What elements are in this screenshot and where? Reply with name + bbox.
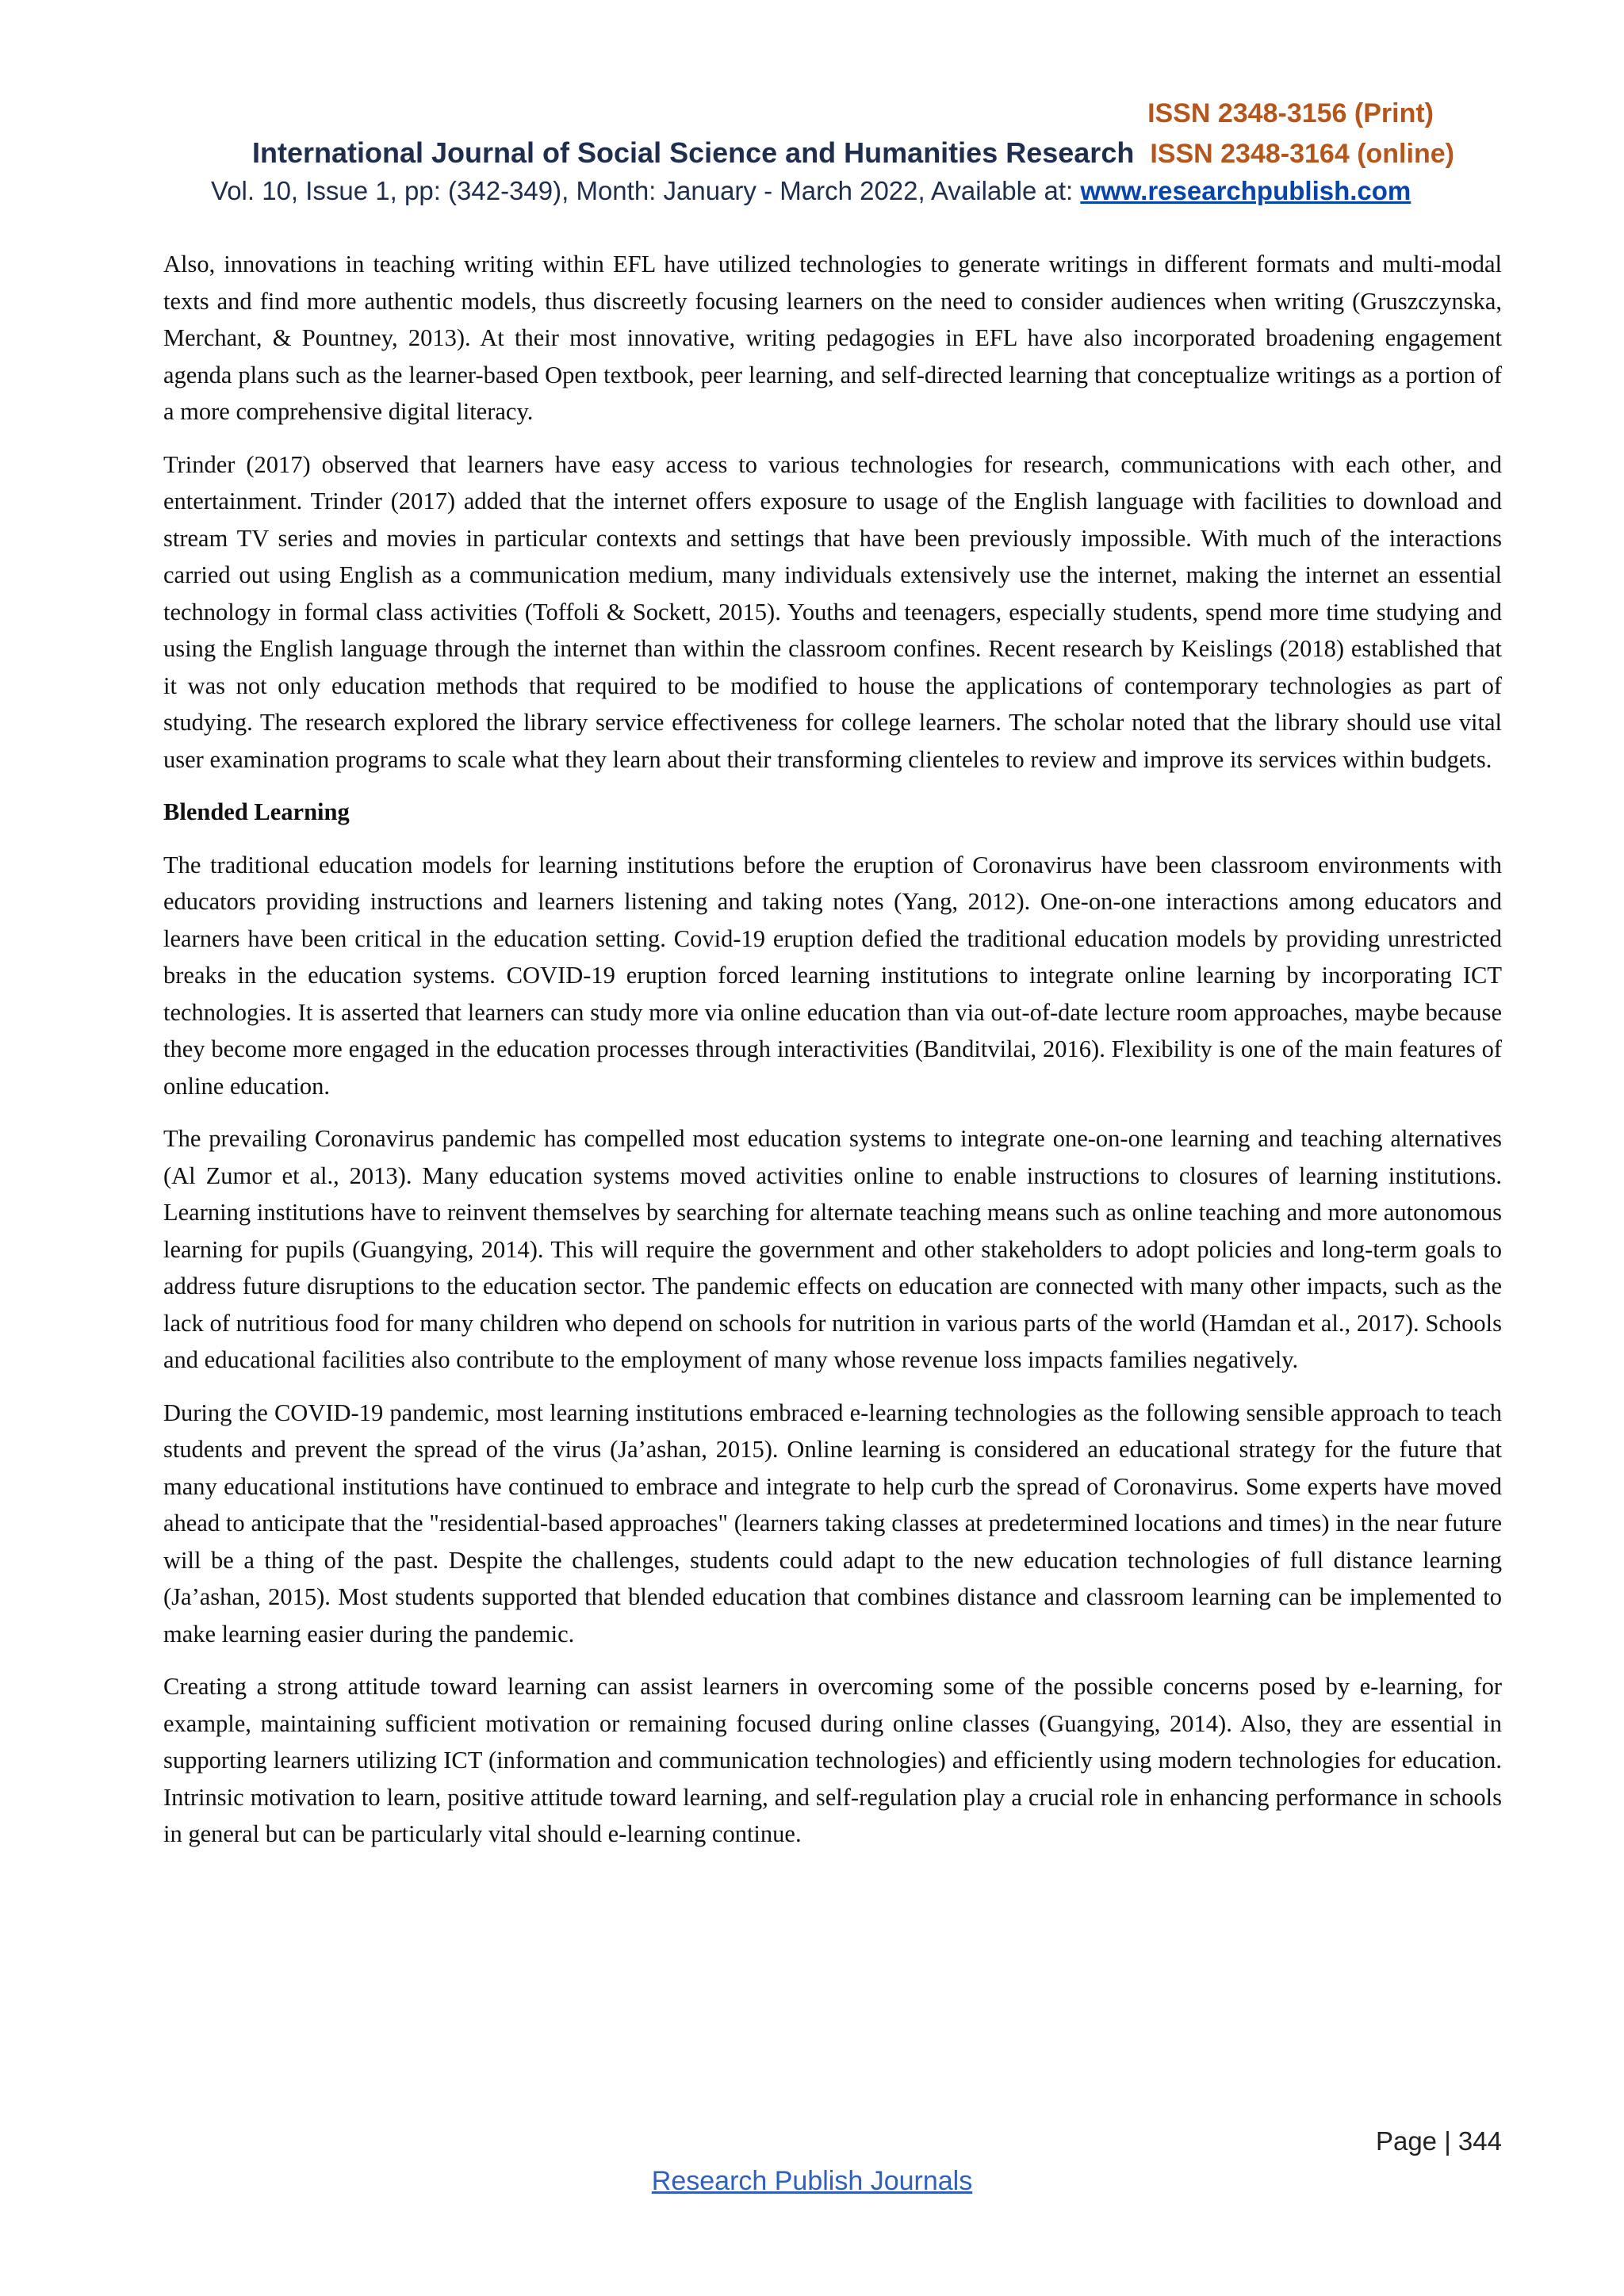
page-number: Page | 344 (1375, 2126, 1502, 2156)
website-link[interactable]: www.researchpublish.com (1080, 176, 1411, 205)
journal-title: International Journal of Social Science and Humanities Research (252, 136, 1135, 169)
footer (0, 2166, 1624, 2197)
issn-print: ISSN 2348-3156 (Print) (1147, 98, 1434, 128)
journal-title-line (252, 136, 1454, 170)
paragraph-6: Creating a strong attitude toward learning can assist learners in overcoming some of the possible concerns posed by e-learning, for example, maintaining sufficient motivation or remaining focused during online classes (Guangying, 2014). Also, they are essential in supporting learners utilizing ICT (information and communication technologies) and efficiently using modern technologies for education. Intrinsic motivation to learn, positive attitude toward learning, and self-regulation play a crucial role in enhancing performance in schools in general but can be particularly vital should e-learning continue. (163, 1673, 1502, 1847)
paragraph-5: During the COVID-19 pandemic, most learning institutions embraced e-learning technologies as the following sensible approach to teach students and prevent the spread of the virus (Ja’ashan, 2015). Online learning is considered an educational strategy for the future that many educational institutions have continued to embrace and integrate to help curb the spread of Coronavirus. Some experts have moved ahead to anticipate that the "residential-based approaches" (learners taking classes at predetermined locations and times) in the near future will be a thing of the past. Despite the challenges, students could adapt to the new education technologies of full distance learning (Ja’ashan, 2015). Most students supported that blended education that combines distance and classroom learning can be implemented to make learning easier during the pandemic. (163, 1399, 1502, 1647)
volume-info: Vol. 10, Issue 1, pp: (342-349), Month: January - March 2022, Available at: (211, 176, 1081, 205)
section-heading-blended-learning: Blended Learning (163, 798, 350, 825)
paragraph-1: Also, innovations in teaching writing within EFL have utilized technologies to generate writings in different formats and multi-modal texts and find more authentic models, thus discreetly focusing learners on the need to consider audiences when writing (Gruszczynska, Merchant, & Pountney, 2013). At their most innovative, writing pedagogies in EFL have also incorporated broadening engagement agenda plans such as the learner-based Open textbook, peer learning, and self-directed learning that conceptualize writings as a portion of a more comprehensive digital literacy. (163, 251, 1502, 425)
volume-info-line (211, 176, 1411, 206)
publisher-link[interactable]: Research Publish Journals (651, 2166, 973, 2196)
paragraph-2: Trinder (2017) observed that learners have easy access to various technologies for research, communications with each other, and entertainment. Trinder (2017) added that the internet offers exposure to usage of the English language with facilities to download and stream TV series and movies in particular contexts and settings that have been previously impossible. With much of the interactions carried out using English as a communication medium, many individuals extensively use the internet, making the internet an essential technology in formal class activities (Toffoli & Sockett, 2015). Youths and teenagers, especially students, spend more time studying and using the English language through the internet than within the classroom confines. Recent research by Keislings (2018) established that it was not only education methods that required to be modified to house the applications of contemporary technologies as part of studying. The research explored the library service effectiveness for college learners. The scholar noted that the library should use vital user examination programs to scale what they learn about their transforming clienteles to review and improve its services within budgets. (163, 450, 1502, 773)
paragraph-3: The traditional education models for learning institutions before the eruption of Coronavirus have been classroom environments with educators providing instructions and learners listening and taking notes (Yang, 2012). One-on-one interactions among educators and learners have been critical in the education setting. Covid-19 eruption defied the traditional education models by providing unrestricted breaks in the education systems. COVID-19 eruption forced learning institutions to integrate online learning by incorporating ICT technologies. It is asserted that learners can study more via online education than via out-of-date lecture room approaches, maybe because they become more engaged in the education processes through interactivities (Banditvilai, 2016). Flexibility is one of the main features of online education. (163, 851, 1502, 1100)
issn-online: ISSN 2348-3164 (online) (1150, 139, 1454, 169)
article-body (163, 246, 1502, 1869)
paragraph-4: The prevailing Coronavirus pandemic has compelled most education systems to integrate one-on-one learning and teaching alternatives (Al Zumor et al., 2013). Many education systems moved activities online to enable instructions to closures of learning institutions. Learning institutions have to reinvent themselves by searching for alternate teaching means such as online teaching and more autonomous learning for pupils (Guangying, 2014). This will require the government and other stakeholders to adopt policies and long-term goals to address future disruptions to the education sector. The pandemic effects on education are connected with many other impacts, such as the lack of nutritious food for many children who depend on schools for nutrition in various parts of the world (Hamdan et al., 2017). Schools and educational facilities also contribute to the employment of many whose revenue loss impacts families negatively. (163, 1125, 1502, 1373)
